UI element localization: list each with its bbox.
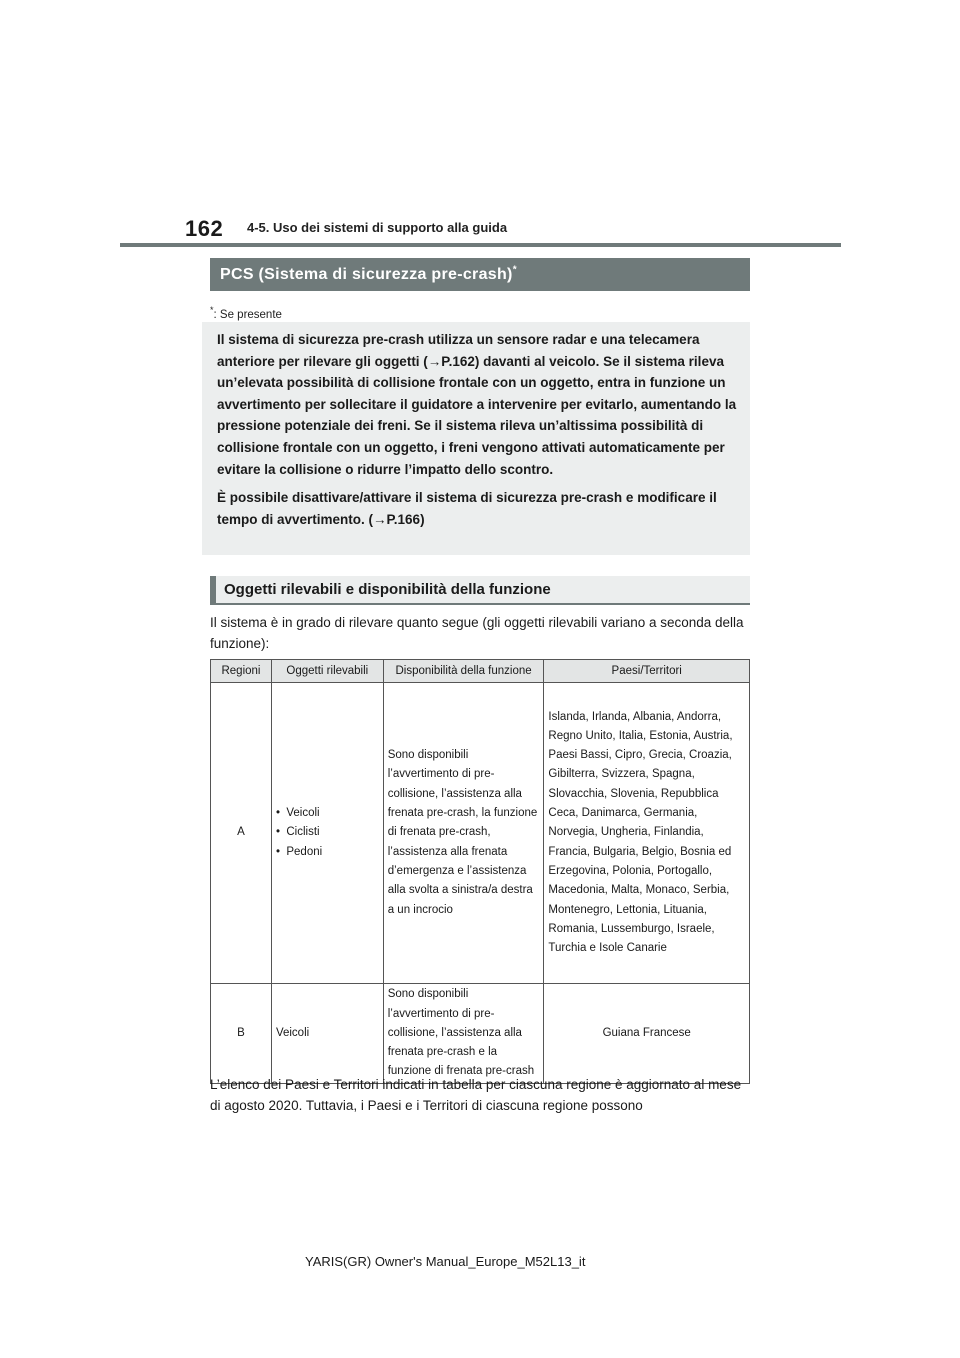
objects-cell <box>271 683 383 984</box>
list-item: • Veicoli <box>276 804 379 823</box>
objects-list <box>276 804 379 862</box>
header-countries: Paesi/Territori <box>544 660 750 683</box>
intro-paragraph-2: È possibile disattivare/attivare il sistema di sicurezza pre-crash e modificare il tempo di avvertimento. (→P.166) <box>217 490 717 527</box>
table-row <box>211 683 750 984</box>
pcs-title-asterisk: * <box>512 264 517 276</box>
availability-cell: Sono disponibili l’avvertimento di pre-collisione, l’assistenza alla frenata pre-crash, la funzione di frenata pre-crash, l’assistenza alla frenata d’emergenza e l’assistenza alla svolta a sinistra/a destra a un incrocio <box>383 683 544 984</box>
footnote-text: : Se presente <box>213 308 282 321</box>
countries-cell: Islanda, Irlanda, Albania, Andorra, Regno Unito, Italia, Estonia, Austria, Paesi Bassi, Cipro, Grecia, Croazia, Gibilterra, Svizzera, Spagna, Slovacchia, Slovenia, Repubblica Ceca, Danimarca, Germania, Norvegia, Ungheria, Finlandia, Francia, Bulgaria, Belgio, Bosnia ed Erzegovina, Polonia, Portogallo, Macedonia, Malta, Monaco, Serbia, Montenegro, Lettonia, Lituania, Romania, Lussemburgo, Israele, Turchia e Isole Canarie <box>544 683 750 984</box>
table-header-row <box>211 660 750 683</box>
pcs-title: PCS (Sistema di sicurezza pre-crash) <box>220 266 513 283</box>
intro-box <box>202 322 750 555</box>
objects-lead-paragraph: Il sistema è in grado di rilevare quanto segue (gli oggetti rilevabili variano a seconda della funzione): <box>210 615 744 651</box>
countries-cell: Guiana Francese <box>544 984 750 1084</box>
footer-manual-id: YARIS(GR) Owner's Manual_Europe_M52L13_it <box>305 1254 586 1269</box>
section-title: 4-5. Uso dei sistemi di supporto alla guida <box>247 220 508 235</box>
objects-section-heading: Oggetti rilevabili e disponibilità della funzione <box>210 576 750 605</box>
intro-paragraph-1: Il sistema di sicurezza pre-crash utilizza un sensore radar e una telecamera anteriore per rilevare gli oggetti (→P.162) davanti al veicolo. Se il sistema rileva un’elevata possibilità di collisione frontale con un oggetto, entra in funzione un avvertimento per sollecitare il guidatore a intervenire per evitarlo, aumentando la pressione potenziale dei freni. Se il sistema rileva un’altissima possibilità di collisione frontale con un oggetto, i freni vengono attivati automaticamente per evitare la collisione o ridurre l’impatto dello scontro. <box>217 332 737 477</box>
closing-paragraph: L’elenco dei Paesi e Territori indicati in tabella per ciascuna regione è aggiornato al mese di agosto 2020. Tuttavia, i Paesi e i Territori di ciascuna regione possono <box>210 1077 742 1113</box>
footnote-asterisk: * <box>210 305 214 315</box>
pcs-title-banner <box>210 258 750 291</box>
list-item: • Pedoni <box>276 843 379 862</box>
header-availability: Disponibilità della funzione <box>383 660 544 683</box>
availability-cell: Sono disponibili l’avvertimento di pre-collisione, l’assistenza alla frenata pre-crash e la funzione di frenata pre-crash <box>383 984 544 1084</box>
objects-cell: Veicoli <box>271 984 383 1084</box>
header-objects: Oggetti rilevabili <box>271 660 383 683</box>
list-item: • Ciclisti <box>276 823 379 842</box>
footnote <box>210 305 282 321</box>
region-cell: A <box>211 683 272 984</box>
regions-table <box>210 659 750 1084</box>
region-cell: B <box>211 984 272 1084</box>
header-divider <box>120 243 841 247</box>
page-number: 162 <box>185 216 224 241</box>
table-row <box>211 984 750 1084</box>
header-regions: Regioni <box>211 660 272 683</box>
